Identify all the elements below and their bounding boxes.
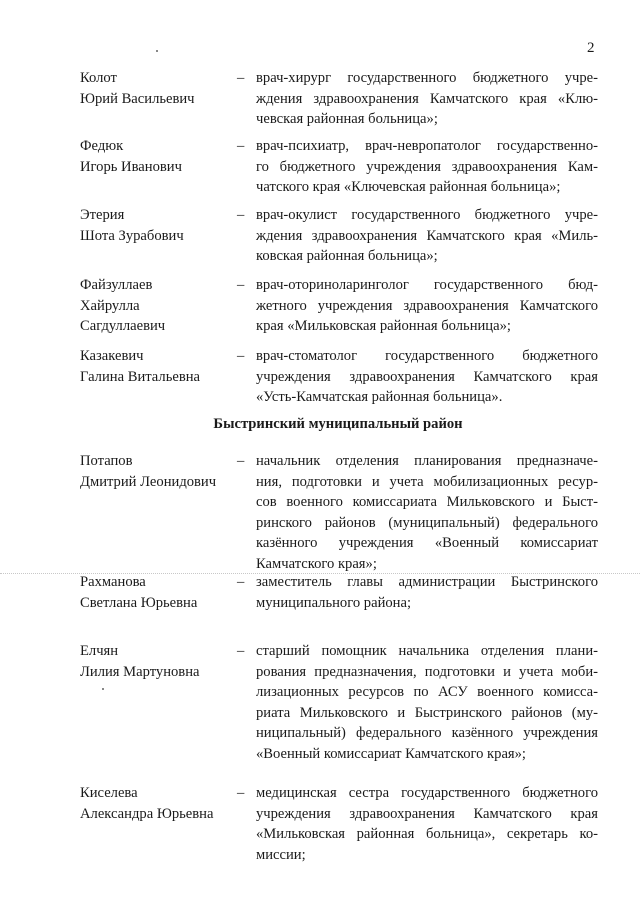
member-given-names: Александра Юрьевна [80,805,214,822]
position-line: риата Мильковского и Быстринского районов (му- [256,704,598,721]
member-surname: Федюк [80,138,124,154]
position-line: ниципальный) федерального казённого учреждения [256,725,598,742]
dash-separator: – [237,207,245,223]
member-given-names: Лилия Мартуновна [80,663,200,680]
member-surname: Казакевич [80,348,144,364]
position-line: ждения здравоохранения Камчатского края «Миль- [256,227,598,244]
member-position [256,275,598,337]
member-surname: Киселева [80,785,138,801]
member-name [80,136,240,177]
member-name [80,783,240,824]
position-line: ковская районная больница»; [256,248,438,265]
dash-separator: – [237,138,245,154]
member-given-names: Игорь Иванович [80,158,182,175]
member-position [256,205,598,267]
member-position [256,572,598,613]
position-line: врач-психиатр, врач-невропатолог государственно- [256,138,598,154]
member-position [256,451,598,575]
scan-speck [156,50,158,52]
member-name [80,275,240,337]
position-line: учреждения здравоохранения Камчатского края [256,368,598,385]
position-line: казённого учреждения «Военный комиссариат [256,535,598,552]
member-position [256,783,598,865]
section-title: Быстринский муниципальный район [213,416,463,432]
member-given-name: Хайрулла [80,297,140,314]
member-name [80,451,240,492]
position-line: муниципального района; [256,594,412,611]
position-line: «Мильковская районная больница», секретарь ко- [256,826,598,843]
dash-separator: – [237,70,245,86]
position-line: Камчатского края»; [256,555,377,572]
position-line: ния, подготовки и учета мобилизационных ресур- [256,473,598,490]
position-line: врач-оториноларинголог государственного бюд- [256,277,598,293]
position-line: «Усть-Камчатская районная больница». [256,389,503,406]
member-given-names: Шота Зурабович [80,227,184,244]
position-line: рования предназначения, подготовки и учета моби- [256,663,598,680]
member-position [256,68,598,130]
member-surname: Файзуллаев [80,277,153,293]
position-line: чевская районная больница»; [256,111,438,128]
position-line: края «Мильковская районная больница»; [256,318,511,335]
dash-separator: – [237,574,245,590]
member-surname: Потапов [80,453,133,469]
position-line: учреждения здравоохранения Камчатского края [256,805,598,822]
position-line: миссии; [256,846,306,863]
member-name [80,641,240,682]
position-line: начальник отделения планирования предназначе- [256,453,598,469]
position-line: старший помощник начальника отделения плани- [256,643,598,659]
member-name [80,346,240,387]
position-line: медицинская сестра государственного бюджетного [256,785,598,801]
member-given-names: Юрий Васильевич [80,90,195,107]
position-line: врач-окулист государственного бюджетного учре- [256,207,598,223]
member-patronymic: Сагдуллаевич [80,318,166,335]
position-line: чатского края «Ключевская районная больница»; [256,179,561,196]
member-name [80,68,240,109]
position-line: «Военный комиссариат Камчатского края»; [256,745,526,762]
position-line: ждения здравоохранения Камчатского края «Клю- [256,90,598,107]
member-position [256,346,598,408]
position-line: заместитель главы администрации Быстринского [256,574,598,590]
position-line: го бюджетного учреждения здравоохранения Кам- [256,158,598,175]
member-given-names: Дмитрий Леонидович [80,473,217,490]
position-line: ринского районов (муниципальный) федерального [256,514,598,531]
position-line: жетного учреждения здравоохранения Камчатского [256,297,598,314]
position-line: лизационных ресурсов по АСУ военного комисса- [256,684,598,701]
member-position [256,641,598,765]
member-surname: Колот [80,70,117,86]
position-line: врач-хирург государственного бюджетного учре- [256,70,598,86]
page-number: 2 [587,40,595,56]
scan-speck [102,688,104,690]
member-given-names: Светлана Юрьевна [80,594,198,611]
dash-separator: – [237,348,245,364]
member-position [256,136,598,198]
member-name [80,572,240,613]
member-surname: Этерия [80,207,125,223]
dash-separator: – [237,453,245,469]
member-name [80,205,240,246]
position-line: сов военного комиссариата Мильковского и Быст- [256,494,598,511]
position-line: врач-стоматолог государственного бюджетного [256,348,598,364]
dash-separator: – [237,643,245,659]
dash-separator: – [237,785,245,801]
member-surname: Елчян [80,643,119,659]
member-given-names: Галина Витальевна [80,368,201,385]
member-surname: Рахманова [80,574,146,590]
dash-separator: – [237,277,245,293]
